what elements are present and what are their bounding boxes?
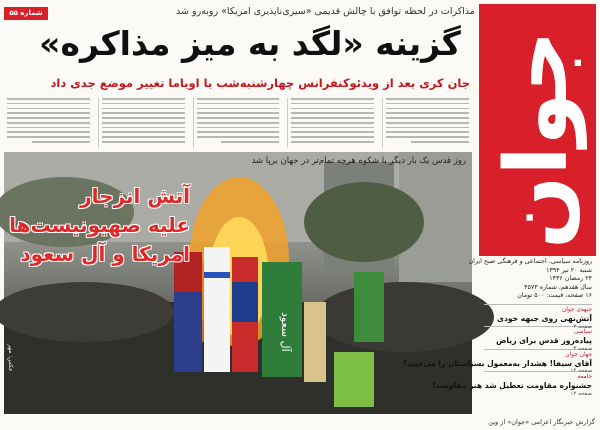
toc-page: صفحه ۱۴ [570, 368, 592, 375]
photo-title-line-3: امریکا و آل سعود [20, 242, 190, 266]
masthead-info-line: ۱۶ صفحه، قیمت: ۵۰۰ تومان [517, 292, 592, 300]
toc-title: پیاده‌روز قدس برای ریاض [496, 336, 592, 346]
toc-title: آتش‌نهی روی جبهه خودی [497, 314, 592, 323]
toc-item[interactable] [484, 323, 592, 352]
photo-title-line-2: علیه صهیونیست‌ها [9, 213, 190, 237]
masthead-info [468, 258, 592, 302]
photo-title-line-1: آتش انزجار [80, 184, 190, 208]
toc-page: صفحه ۱۲ [570, 390, 592, 397]
article-column [98, 98, 188, 148]
article-column [382, 98, 472, 148]
kicker: مذاکرات در لحظه توافق با چالش قدیمی «سیری‌ناپذیری امریکا» روبه‌رو شد [176, 6, 475, 17]
masthead-info-line: سال هفدهم، شماره ۴۵۷۳ [524, 283, 592, 291]
masthead-info-line: روزنامه سیاسی، اجتماعی و فرهنگی صبح ایران [468, 258, 592, 265]
toc-title: آقای سیفا! هشدار به‌معمول بسیاستان را می‌خبید؟ [402, 358, 592, 368]
photo-credit: عکس: مهر [7, 344, 14, 372]
main-headline: گزینه «لگد به میز مذاکره» [39, 24, 461, 63]
toc-item[interactable] [402, 349, 592, 375]
table-of-contents [402, 304, 592, 416]
toc-title: جشنواره مقاومت تعطیل شد هنر مقاومت! [432, 381, 592, 391]
masthead [479, 4, 596, 256]
footer-note: گزارش خبرنگار اعزامی «جوان» از وین [488, 418, 595, 426]
article-columns [4, 98, 472, 148]
article-column [287, 98, 377, 148]
lead-photo [4, 152, 472, 414]
toc-item[interactable] [484, 304, 592, 330]
toc-section: سیاسی [573, 329, 592, 336]
article-column [4, 98, 93, 148]
toc-section: جامعه [577, 374, 592, 381]
toc-page: صفحه ۲ [573, 323, 592, 330]
photo-caption: روز قدس یک بار دیگر با شکوه هرچه تمام‌تر در جهان برپا شد [251, 156, 466, 166]
masthead-info-line: شنبه ۲۰ تیر ۱۳۹۴ [546, 266, 592, 274]
banner-text: آل سعود [279, 312, 292, 352]
toc-section: جهان جوان [565, 351, 592, 358]
toc-section: جبهه‌ی جوان [562, 307, 592, 313]
newspaper-logo: جوان [487, 30, 587, 250]
issue-tag: شماره ۵۵ [4, 7, 48, 20]
subheadline: جان کری بعد از ویدئوکنفرانس چهارشنبه‌شب با اوباما تغییر موضع جدی داد [50, 76, 470, 90]
masthead-info-line: ۲۴ رمضان ۱۴۳۶ [549, 275, 592, 283]
article-column [193, 98, 283, 148]
photo-title [9, 182, 190, 274]
toc-page: صفحه ۳ [573, 345, 592, 352]
